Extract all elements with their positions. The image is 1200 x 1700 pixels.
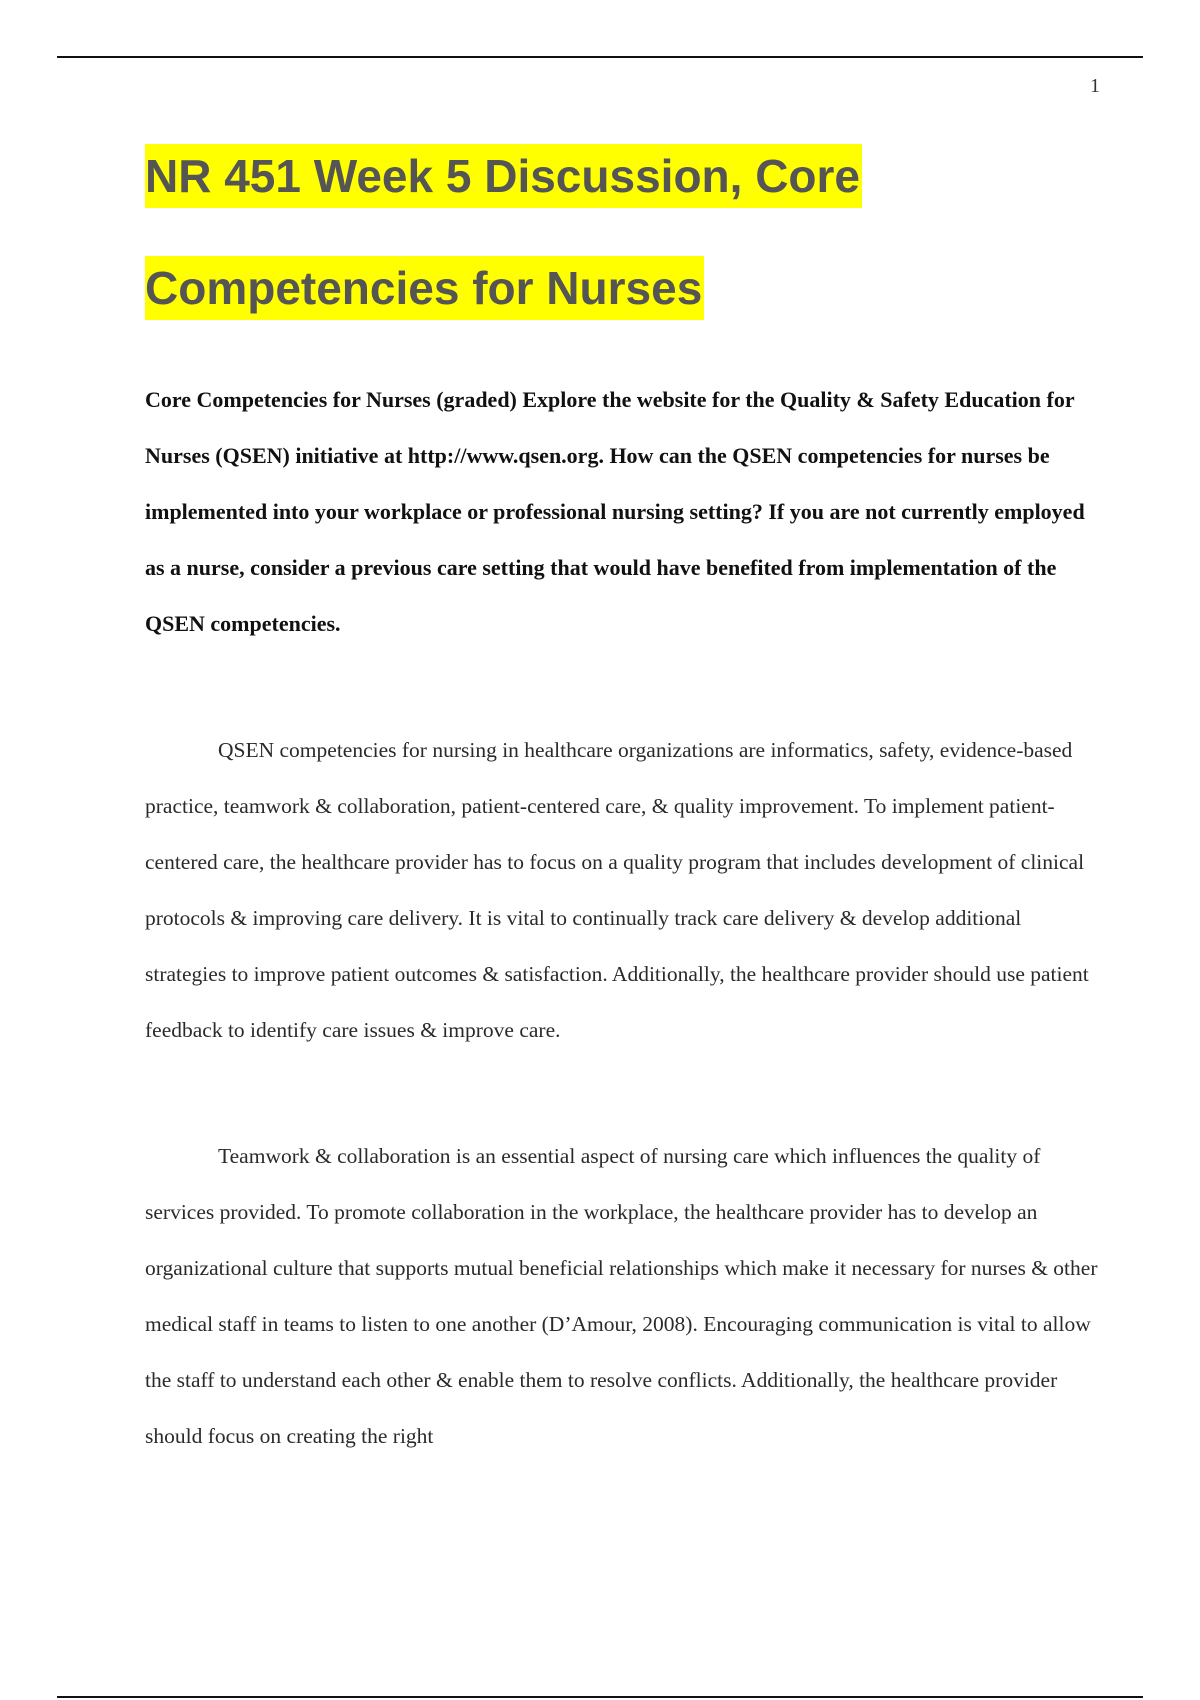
- title-line-2: Competencies for Nurses: [145, 256, 704, 320]
- document-title: [145, 120, 1105, 344]
- footer-rule: [57, 1696, 1143, 1698]
- body-paragraph-2: Teamwork & collaboration is an essential aspect of nursing care which influences the quality of services provided. To promote collaboration in the workplace, the healthcare provider has to develop an organizational culture that supports mutual beneficial relationships which make it necessary for nurses & other medical staff in teams to listen to one another (D’Amour, 2008). Encouraging communication is vital to allow the staff to understand each other & enable them to resolve conflicts. Additionally, the healthcare provider should focus on creating the right: [145, 1144, 1098, 1448]
- header-rule: [57, 56, 1143, 58]
- discussion-prompt: Core Competencies for Nurses (graded) Explore the website for the Quality & Safety Education for Nurses (QSEN) initiative at http://www.qsen.org. How can the QSEN competencies for nurses be implemented into your workplace or professional nursing setting? If you are not currently employed as a nurse, consider a previous care setting that would have benefited from implementation of the QSEN competencies.: [145, 387, 1085, 636]
- body-paragraph-1: QSEN competencies for nursing in healthcare organizations are informatics, safety, evidence-based practice, teamwork & collaboration, patient-centered care, & quality improvement. To implement patient-centered care, the healthcare provider has to focus on a quality program that includes development of clinical protocols & improving care delivery. It is vital to continually track care delivery & develop additional strategies to improve patient outcomes & satisfaction. Additionally, the healthcare provider should use patient feedback to identify care issues & improve care.: [145, 738, 1089, 1042]
- title-line-1: NR 451 Week 5 Discussion, Core: [145, 144, 862, 208]
- page-number: 1: [1090, 75, 1100, 97]
